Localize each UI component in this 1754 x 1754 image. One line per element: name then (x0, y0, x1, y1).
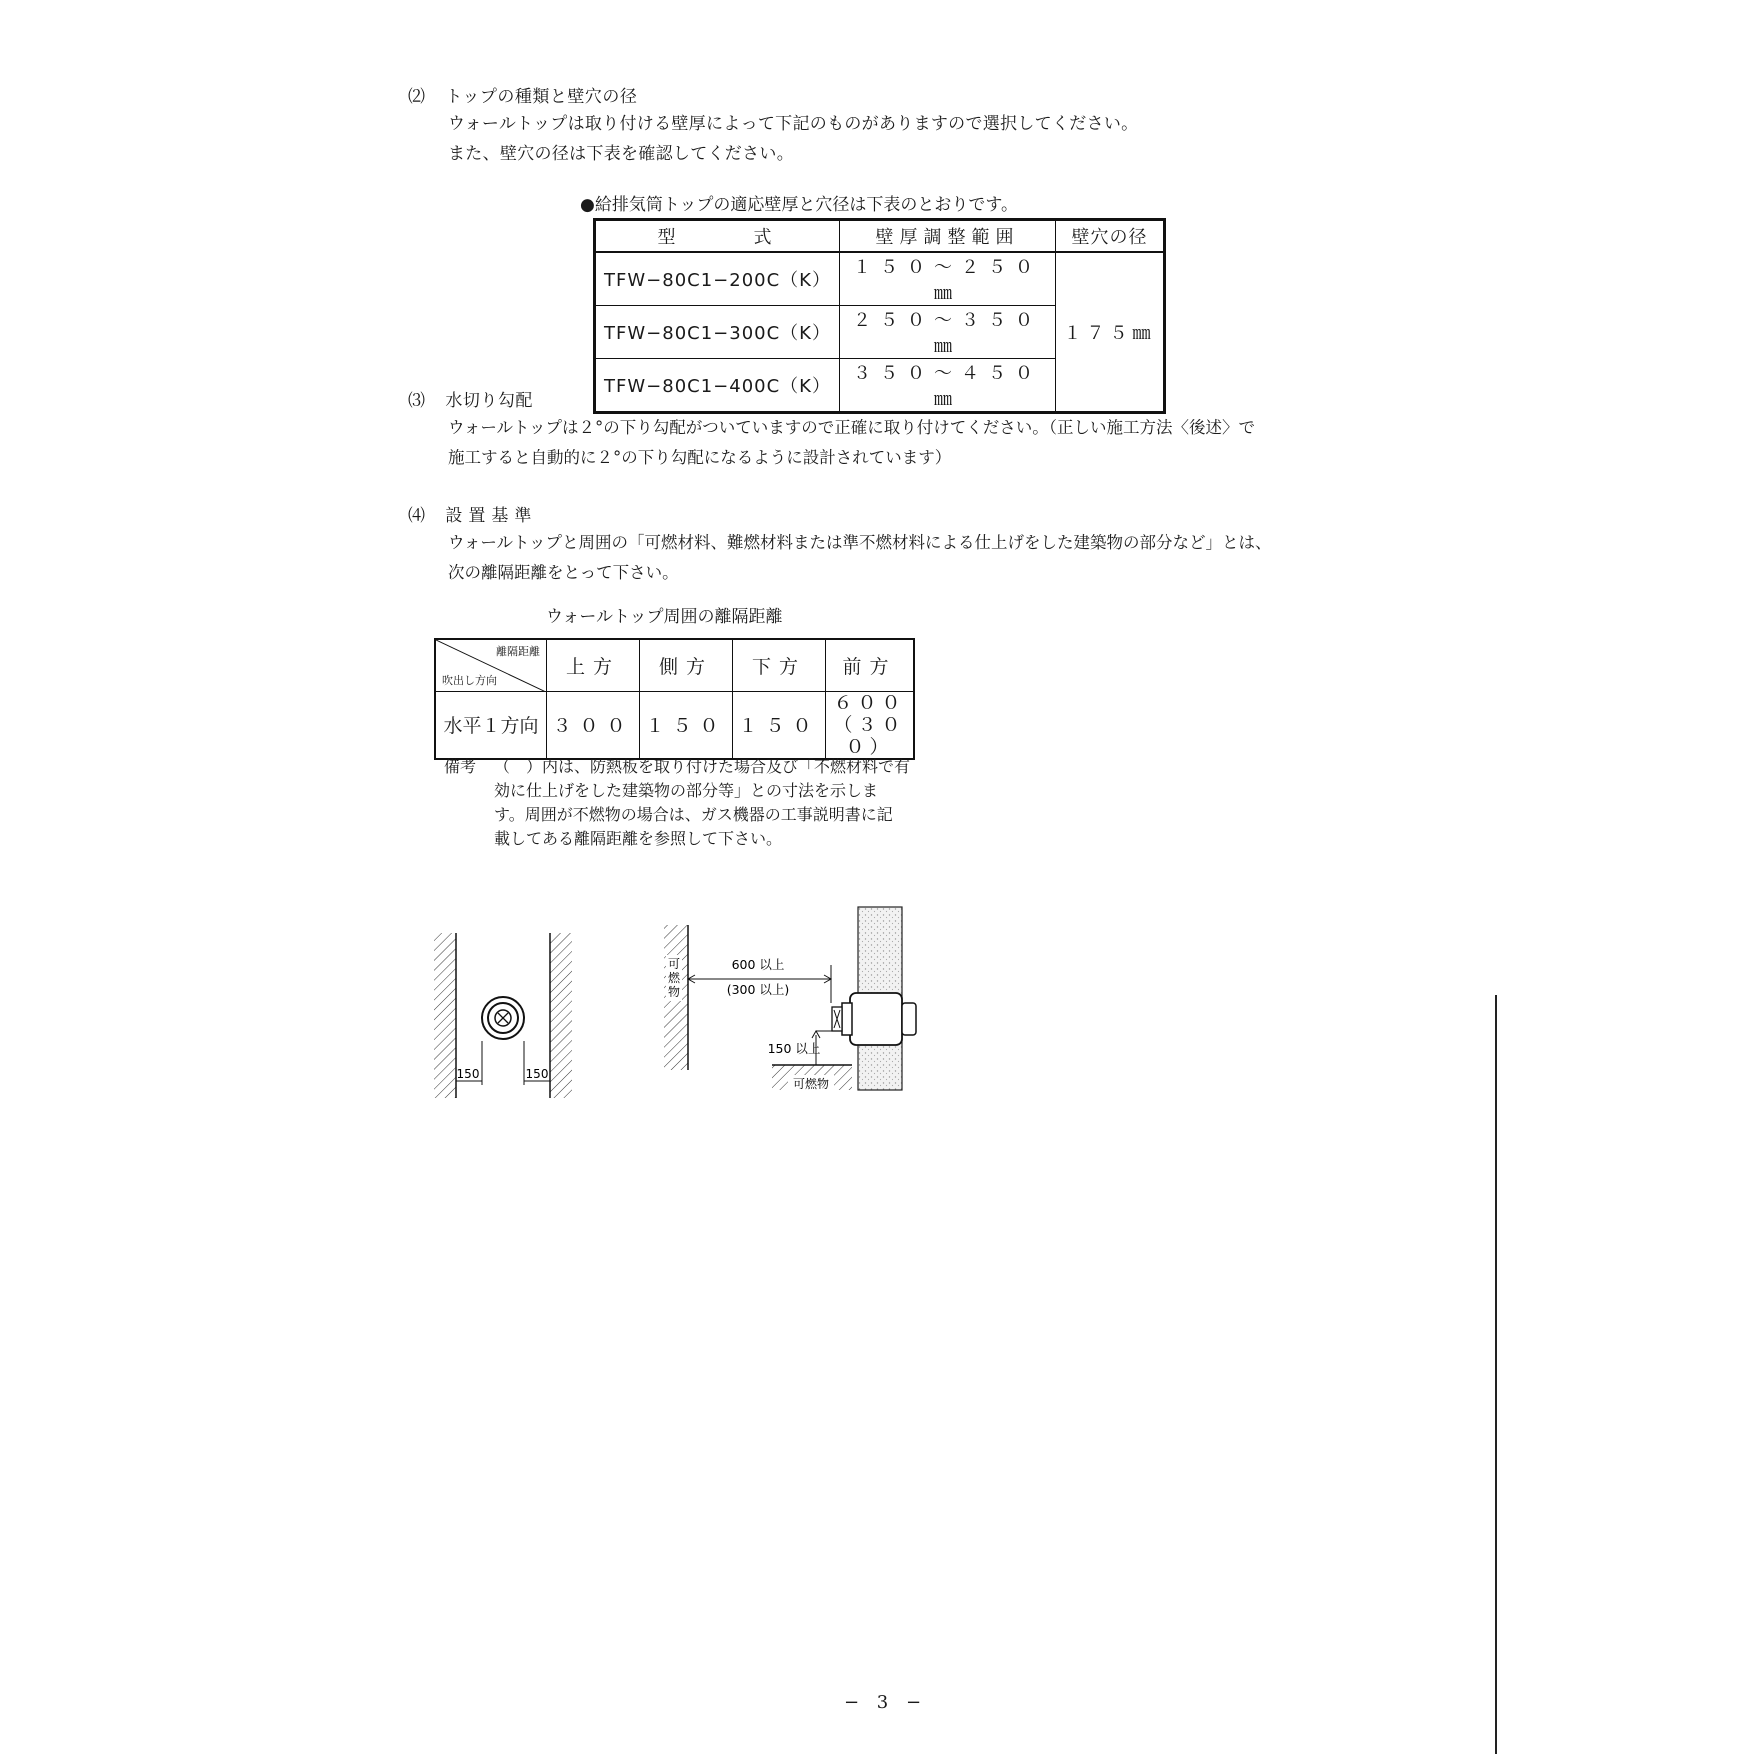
right-margin-rule (1495, 995, 1497, 1754)
section-4-line-1: ウォールトップと周囲の「可燃材料、難燃材料または準不燃材料による仕上げをした建築物の部分など」とは、 (448, 533, 1272, 552)
note-label: 備考 (444, 757, 477, 776)
section-3-line-1: ウォールトップは２°の下り勾配がついていますので正確に取り付けてください。（正しい施工方法〈後述〉で (448, 418, 1256, 437)
table-header-range: 壁厚調整範囲 (840, 220, 1056, 253)
section-2-line-1: ウォールトップは取り付ける壁厚によって下記のものがありますので選択してください。 (448, 114, 1139, 134)
left-combustible-wall (434, 933, 456, 1098)
value-front (826, 691, 915, 759)
table-header-model: 型 式 (595, 220, 840, 253)
model-cell: TFW−80C1−300C（K） (595, 306, 840, 359)
installation-figures (420, 895, 940, 1110)
section-2-heading: トップの種類と壁穴の径 (445, 87, 638, 107)
section-4-line-2: 次の離隔距離をとって下さい。 (448, 563, 679, 582)
clearance-table (434, 638, 915, 760)
front-view-figure (434, 933, 572, 1098)
corner-top-label: 離隔距離 (496, 645, 540, 658)
model-cell: TFW−80C1−400C（K） (595, 359, 840, 413)
below-clearance-label: 150 以上 (767, 1041, 821, 1056)
wall-top-side-icon (832, 993, 916, 1045)
note-line: 効に仕上げをした建築物の部分等」との寸法を示しま (494, 781, 879, 800)
header-side: 側方 (640, 639, 733, 691)
header-above: 上方 (547, 639, 640, 691)
section-3-line-2: 施工すると自動的に２°の下り勾配になるように設計されています） (448, 448, 952, 467)
wall-top-front-icon (482, 997, 524, 1039)
corner-bottom-label: 吹出し方向 (442, 673, 497, 687)
section-2-table-caption: ●給排気筒トップの適応壁厚と穴径は下表のとおりです。 (580, 195, 1018, 215)
below-combustible-label: 可燃物 (792, 1077, 830, 1091)
section-4-number: ⑷ (408, 506, 426, 526)
page-number: − 3 − (844, 1692, 928, 1713)
range-cell: ３５０〜４５０㎜ (840, 359, 1056, 413)
section-4-heading: 設置基準 (445, 506, 538, 526)
range-cell: ２５０〜３５０㎜ (840, 306, 1056, 359)
note-line: 載してある離隔距離を参照して下さい。 (494, 829, 783, 848)
section-4-table-caption: ウォールトップ周囲の離隔距離 (546, 607, 783, 627)
note-line: （ ）内は、防熱板を取り付けた場合及び「不燃材料で有 (494, 757, 911, 776)
value-side: １５０ (640, 691, 733, 759)
section-2-line-2: また、壁穴の径は下表を確認してください。 (448, 144, 794, 164)
value-front-main: ６００ (833, 691, 906, 714)
section-3-number: ⑶ (408, 391, 426, 411)
table-header-hole: 壁穴の径 (1056, 220, 1165, 253)
range-cell: １５０〜２５０㎜ (840, 252, 1056, 306)
note-text (494, 755, 914, 851)
section-2-number: ⑵ (408, 87, 426, 107)
value-front-alt: （３００） (833, 713, 906, 758)
section-2-body (448, 109, 1138, 169)
section-3-heading: 水切り勾配 (445, 391, 533, 411)
note-line: す。周囲が不燃物の場合は、ガス機器の工事説明書に記 (494, 805, 893, 824)
wall-top-spec-table (593, 218, 1166, 414)
front-clearance-alt-label: (300 以上) (726, 982, 790, 997)
header-front: 前方 (826, 639, 915, 691)
value-below: １５０ (733, 691, 826, 759)
table-row (595, 252, 1165, 306)
header-below: 下方 (733, 639, 826, 691)
front-dim-right: 150 (525, 1067, 549, 1081)
section-2-heading-row (408, 82, 637, 107)
front-dim-left: 150 (456, 1067, 480, 1081)
section-4-body (448, 528, 1272, 588)
front-clearance-label: 600 以上 (731, 957, 785, 972)
vertical-combustible-label: 可燃物 (667, 957, 681, 999)
section-3-heading-row (408, 386, 533, 411)
model-cell: TFW−80C1−200C（K） (595, 252, 840, 306)
hole-diameter-cell: １７５㎜ (1056, 252, 1165, 413)
side-view-figure (664, 907, 916, 1091)
value-above: ３００ (547, 691, 640, 759)
section-3-body (448, 413, 1255, 473)
right-combustible-wall (550, 933, 572, 1098)
section-4-heading-row (408, 501, 537, 526)
corner-header-cell (435, 639, 547, 691)
row-label: 水平１方向 (435, 691, 547, 759)
